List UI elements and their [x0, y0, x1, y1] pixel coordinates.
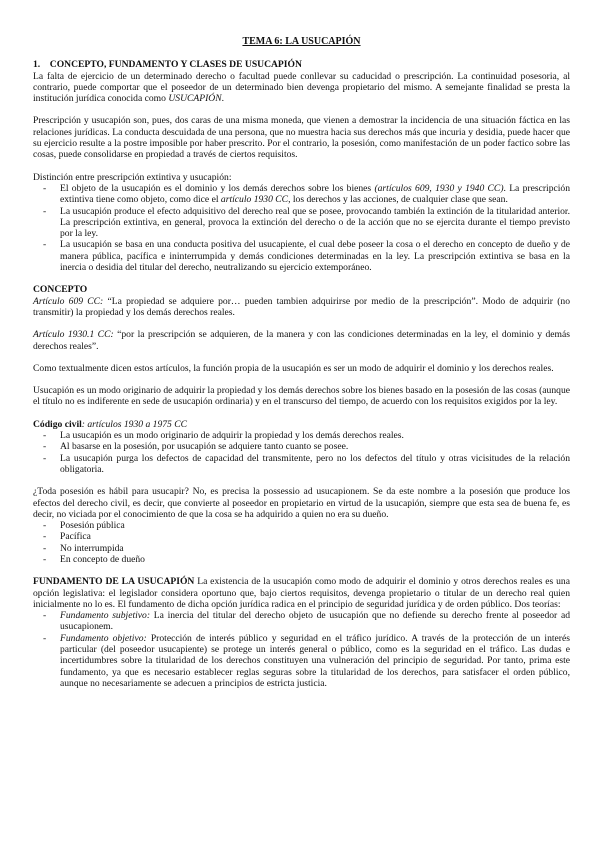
possession-paragraph: ¿Toda posesión es hábil para usucapir? No, es precisa la possessio ad usucapionem. Se da este nombre a la posesión que produce los efectos del derecho civil, es decir, que convierte al poseedor en propietario en virtud de la usucapión, siempre que esta sea de buena fe, es decir, no viciada por el conocimiento de que la cosa se ha adquirido a quien no era su dueño.	[33, 486, 570, 520]
list-item: - Pacífica	[33, 531, 570, 542]
codigo-civil-heading: Código civil: artículos 1930 a 1975 CC	[33, 418, 188, 430]
possession-requirements-list	[33, 520, 570, 565]
list-item: - Fundamento objetivo: Protección de interés público y seguridad en el tráfico jurídico. A través de la protección de un interés particular (del poseedor usucapiente) se protege un interés general o público, como es la seguridad en el tráfico. Las dudas e incertidumbres sobre la titularidad de los derechos constituyen una vulneración del principio de seguridad. Por tanto, prima este fundamento, ya que es necesario establecer reglas seguras sobre la titularidad de los derechos, para satisfacer el orden público, aunque no necesariamente se adecuen a principios de estricta justicia.	[33, 633, 570, 689]
distinction-list	[33, 183, 570, 273]
article-1930: Artículo 1930.1 CC: “por la prescripción se adquieren, de la manera y con las condiciones determinadas en la ley, el dominio y demás derechos reales”.	[33, 329, 571, 352]
list-item: - El objeto de la usucapión es el dominio y los demás derechos sobre los bienes (artículos 609, 1930 y 1940 CC). La prescripción extintiva tiene como objeto, como dice el artículo 1930 CC, los derechos y las acciones, de cualquier clase que sean.	[33, 183, 570, 206]
distinction-intro: Distinción entre prescripción extintiva y usucapión:	[33, 171, 232, 183]
list-item: - La usucapión se basa en una conducta positiva del usucapiente, el cual debe poseer la cosa o el derecho en concepto de dueño y de manera pública, pacífica e ininterrumpida y demás condiciones determinadas en la ley. La prescripción extintiva se basa en la inercia o desidia del titular del derecho, neutralizando su ejercicio extemporáneo.	[33, 239, 570, 273]
originary-paragraph: Usucapión es un modo originario de adquirir la propiedad y los demás derechos sobre los bienes basado en la posesión de las cosas (aunque el título no es indiferente en sede de usucapión ordinaria) y en el transcurso del tiempo, de acuerdo con los requisitos exigidos por la ley.	[33, 385, 570, 408]
page-title: TEMA 6: LA USUCAPIÓN	[242, 36, 361, 47]
list-item: - La usucapión purga los defectos de capacidad del transmitente, pero no los defectos del título y otras vicisitudes de la relación obligatoria.	[33, 453, 570, 476]
fundamento-paragraph: FUNDAMENTO DE LA USUCAPIÓN La existencia de la usucapión como modo de adquirir el dominio y otros derechos reales es una opción legislativa: el legislador considera oportuno que, bajo ciertos requisitos, devenga propietario o titular de un derecho real quien inicialmente no lo es. El fundamento de dicha opción jurídica radica en el principio de seguridad jurídica y de orden público. Dos teorías:	[33, 576, 570, 610]
list-item: - La usucapión es un modo originario de adquirir la propiedad y los demás derechos reales.	[33, 430, 570, 441]
intro-paragraph: La falta de ejercicio de un determinado derecho o facultad puede conllevar su caducidad o prescripción. La continuidad posesoria, al contrario, puede comportar que el poseedor de un determinado bien devenga propietario del mismo. A semejante finalidad se presta la institución jurídica conocida como USUCAPIÓN.	[33, 70, 570, 105]
list-item: - Posesión pública	[33, 520, 570, 531]
prescription-paragraph: Prescripción y usucapión son, pues, dos caras de una misma moneda, que vienen a demostrar la incidencia de una situación fáctica en las relaciones jurídicas. La conducta descuidada de una persona, que no muestra hacia sus derechos más que incuria y desidia, puede hacer que su ejercicio resulte a la postre imposible por haber prescrito. Por el contrario, la posesión, como manifestación de un poder factico sobre las cosas, puede consolidarse en propiedad a través de ciertos requisitos.	[33, 115, 570, 161]
function-paragraph: Como textualmente dicen estos artículos, la función propia de la usucapión es ser un modo de adquirir el dominio y los derechos reales.	[33, 362, 554, 374]
list-item: - Al basarse en la posesión, por usucapión se adquiere tanto cuanto se posee.	[33, 441, 570, 452]
codigo-list	[33, 430, 570, 475]
article-609: Artículo 609 CC: “La propiedad se adquiere por… pueden tambien adquirirse por medio de la prescripción”. Modo de adquirir (no transmitir) la propiedad y los demás derechos reales.	[33, 295, 570, 318]
concepto-heading: CONCEPTO	[33, 284, 88, 296]
list-item: - La usucapión produce el efecto adquisitivo del derecho real que se posee, provocando también la extinción de la titularidad anterior. La prescripción extintiva, en general, provoca la extinción del derecho o de la acción que no se ejercita durante el tiempo previsto por la ley.	[33, 206, 570, 240]
list-item: - Fundamento subjetivo: La inercia del titular del derecho objeto de usucapión que no defiende su derecho frente al poseedor ad usucapionem.	[33, 610, 570, 633]
list-item: - En concepto de dueño	[33, 554, 570, 565]
section-heading: 1. CONCEPTO, FUNDAMENTO Y CLASES DE USUCAPIÓN	[33, 59, 302, 71]
fundamento-list	[33, 610, 570, 689]
list-item: - No interrumpida	[33, 543, 570, 554]
